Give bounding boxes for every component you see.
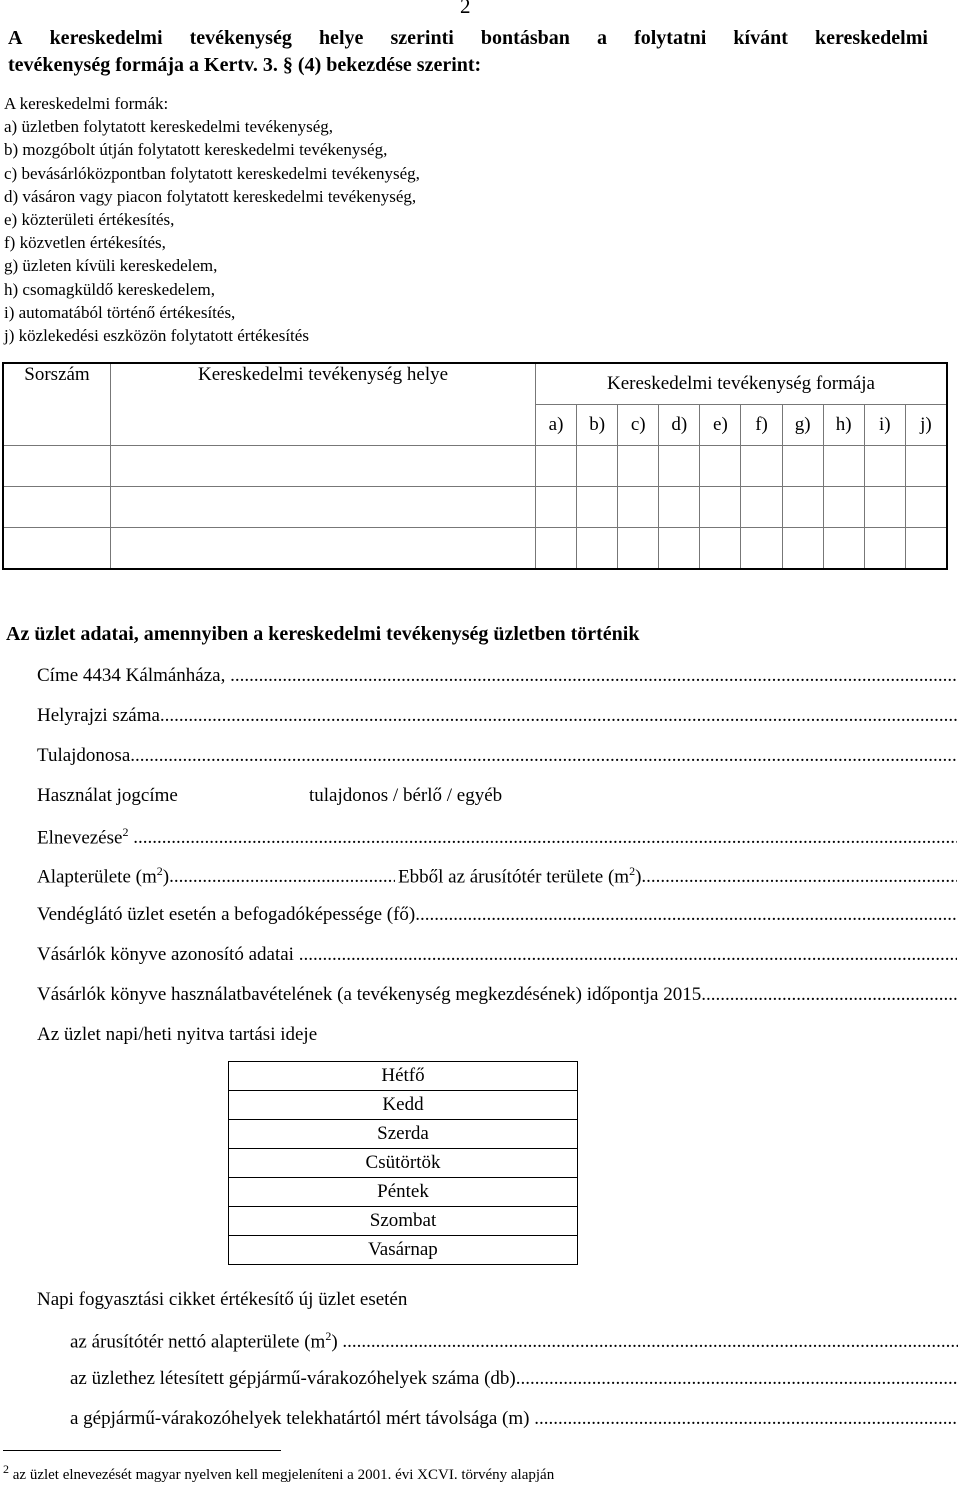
shop-name-field[interactable]: Elnevezése$^2$ ..... [37,825,957,851]
table-cell[interactable] [700,528,741,570]
form-letter-j: j) [905,405,947,446]
shop-section-title: Az üzlet adatai, amennyiben a kereskedelmi tevékenység üzletben történik [6,623,640,645]
day-friday[interactable]: Péntek [229,1178,578,1207]
table-cell[interactable] [536,528,577,570]
table-cell[interactable] [536,446,577,487]
daily-goods-heading: Napi fogyasztási cikket értékesítő új üzlet esetén [37,1289,408,1310]
table-cell[interactable] [3,446,111,487]
activity-table [2,362,948,570]
opening-hours-table [228,1061,578,1265]
table-cell[interactable] [864,528,905,570]
table-row [3,446,947,487]
intro-paragraph [8,25,928,79]
col-header-formaja: Kereskedelmi tevékenység formája [536,363,948,405]
day-thursday[interactable]: Csütörtök [229,1149,578,1178]
table-cell[interactable] [741,487,782,528]
list-item: c) bevásárlóközpontban folytatott kereskedelmi tevékenység, [4,163,420,183]
table-cell[interactable] [905,446,947,487]
table-cell[interactable] [618,528,659,570]
day-monday[interactable]: Hétfő [229,1062,578,1091]
table-cell[interactable] [782,487,823,528]
list-item: g) üzleten kívüli kereskedelem, [4,256,218,276]
intro-line-1: A kereskedelmi tevékenység helye szerinti bontásban a folytatni kívánt kereskedelmi [8,27,928,49]
table-row [3,487,947,528]
form-letter-d: d) [659,405,700,446]
table-cell[interactable] [700,446,741,487]
table-cell[interactable] [823,487,864,528]
usage-field: Használat jogcíme tulajdonos / bérlő / egyéb [37,785,503,806]
list-item: a) üzletben folytatott kereskedelmi tevékenység, [4,117,334,137]
footnote: $^2$ az üzlet elnevezését magyar nyelven kell megjeleníteni a 2001. évi XCVI. törvény alapján [3,1462,555,1483]
table-cell[interactable] [618,487,659,528]
opening-hours-label: Az üzlet napi/heti nyitva tartási ideje [37,1024,318,1045]
table-cell[interactable] [577,487,618,528]
table-cell[interactable] [905,487,947,528]
form-letter-a: a) [536,405,577,446]
table-cell[interactable] [741,528,782,570]
table-cell[interactable] [823,528,864,570]
list-item: j) közlekedési eszközön folytatott értékesítés [4,326,309,346]
table-cell[interactable] [864,446,905,487]
complaint-book-field[interactable]: Vásárlók könyve azonosító adatai ..... [37,944,957,970]
page-number: 2 [460,0,471,18]
form-letter-e: e) [700,405,741,446]
list-item: b) mozgóbolt útján folytatott kereskedelmi tevékenység, [4,140,388,160]
table-cell[interactable] [659,446,700,487]
lot-number-field[interactable]: Helyrajzi száma ..... [37,705,957,731]
day-tuesday[interactable]: Kedd [229,1091,578,1120]
day-sunday[interactable]: Vasárnap [229,1236,578,1265]
intro-line-2: tevékenység formája a Kertv. 3. § (4) bekezdése szerint: [8,54,482,76]
table-cell[interactable] [3,487,111,528]
table-cell[interactable] [741,446,782,487]
list-item: d) vásáron vagy piacon folytatott kereskedelmi tevékenység, [4,186,417,206]
parking-distance-field[interactable]: a gépjármű-várakozóhelyek telekhatártól mért távolsága (m) ..... [70,1408,958,1434]
floor-area-field[interactable]: Alapterülete $(m^2)$ ..... [37,864,395,888]
day-saturday[interactable]: Szombat [229,1207,578,1236]
table-cell[interactable] [782,528,823,570]
form-letter-i: i) [864,405,905,446]
parking-count-field[interactable]: az üzlethez létesített gépjármű-várakozóhelyek száma (db) ..... [70,1368,958,1394]
list-item: i) automatából történő értékesítés, [4,302,236,322]
usage-options[interactable]: tulajdonos / bérlő / egyéb [309,785,503,806]
table-cell[interactable] [700,487,741,528]
net-sales-area-field[interactable]: az árusítótér nettó alapterülete $(m^2)$ ..... [70,1329,958,1355]
table-cell[interactable] [111,446,536,487]
col-header-helye: Kereskedelmi tevékenység helye [111,363,536,446]
capacity-field[interactable]: Vendéglátó üzlet esetén a befogadóképessége (fő) ..... [37,904,957,930]
table-cell[interactable] [659,528,700,570]
day-wednesday[interactable]: Szerda [229,1120,578,1149]
commercial-forms-list [4,92,420,347]
table-cell[interactable] [782,446,823,487]
form-letter-h: h) [823,405,864,446]
table-cell[interactable] [905,528,947,570]
table-cell[interactable] [659,487,700,528]
table-row [3,528,947,570]
table-cell[interactable] [3,528,111,570]
list-item: h) csomagküldő kereskedelem, [4,279,216,299]
table-cell[interactable] [577,528,618,570]
form-letter-f: f) [741,405,782,446]
complaint-book-date-field[interactable]: Vásárlók könyve használatbavételének (a tevékenység megkezdésének) időpontja 2015. ..... [37,984,957,1010]
forms-heading: A kereskedelmi formák: [4,94,169,113]
table-cell[interactable] [577,446,618,487]
form-letter-c: c) [618,405,659,446]
area-row [37,864,957,890]
list-item: f) közvetlen értékesítés, [4,233,166,253]
footnote-divider [3,1450,281,1451]
table-cell[interactable] [111,528,536,570]
list-item: e) közterületi értékesítés, [4,210,175,230]
form-letter-b: b) [577,405,618,446]
col-header-sorszam: Sorszám [3,363,111,446]
owner-field[interactable]: Tulajdonosa ..... [37,745,957,771]
address-field[interactable]: Címe 4434 Kálmánháza, ..... [37,665,957,691]
table-cell[interactable] [536,487,577,528]
sales-area-field[interactable]: Ebből az árusítótér területe $(m^2)$ ..... [398,864,957,888]
table-cell[interactable] [823,446,864,487]
form-letter-g: g) [782,405,823,446]
table-cell[interactable] [618,446,659,487]
table-cell[interactable] [864,487,905,528]
table-cell[interactable] [111,487,536,528]
